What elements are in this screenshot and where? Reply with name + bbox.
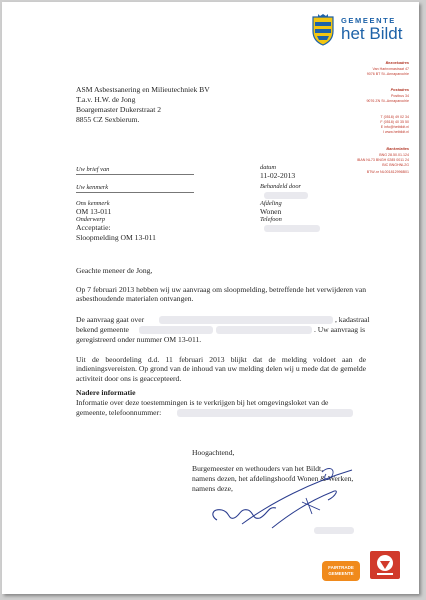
onderwerp-label: Onderwerp (76, 216, 106, 223)
behandeld-door-redacted (264, 192, 308, 199)
onderwerp-line: Sloopmelding OM 13-011 (76, 233, 156, 242)
sidebar-heading: Postadres (390, 88, 409, 92)
fairtrade-badge (322, 561, 360, 581)
address-redacted (159, 316, 333, 324)
nadere-informatie-line2: gemeente, telefoonnummer: (76, 408, 162, 417)
meta-divider (76, 192, 194, 193)
paragraph-1: Op 7 februari 2013 hebben wij uw aanvraag om sloopmelding, betreffende het verwijderen van asbesthoudende materialen ontvangen. (76, 285, 366, 304)
sidebar-line: BIC BNGHNL2G (382, 163, 409, 167)
handwritten-signature (202, 462, 402, 532)
sidebar-line: I www.hetbildt.nl (383, 130, 409, 134)
paragraph-2-line3: geregistreerd onder nummer OM 13-011. (76, 335, 202, 344)
sidebar-line: T (0518) 49 02 34 (380, 115, 409, 119)
uw-kenmerk-label: Uw kenmerk (76, 184, 109, 191)
sidebar-heading: Bankrelaties (386, 147, 409, 151)
addressee-line: ASM Asbestsanering en Milieutechniek BV (76, 85, 210, 94)
sidebar-line: BTW-nr NL001812996B01 (366, 170, 409, 174)
paragraph-2-line2-b: . Uw aanvraag is (314, 325, 366, 334)
signatory-redacted (314, 527, 354, 534)
sidebar-line: E info@hetbildt.nl (380, 125, 409, 129)
afdeling-value: Wonen (260, 207, 282, 216)
coat-of-arms-icon (310, 13, 336, 47)
addressee-line: 8855 CZ Sexbierum. (76, 115, 140, 124)
sidebar-contact (289, 115, 409, 135)
afdeling-label: Afdeling (260, 200, 282, 207)
sidebar-heading: Bezoekadres (385, 61, 409, 65)
municipality-logo (308, 10, 412, 50)
telefoon-label: Telefoon (260, 216, 282, 223)
addressee-line: T.a.v. H.W. de Jong (76, 95, 136, 104)
sidebar-bankrelaties (289, 147, 409, 175)
sidebar-postadres (289, 88, 409, 104)
datum-label: datum (260, 164, 276, 171)
addressee-block (76, 85, 210, 125)
datum-value: 11-02-2013 (260, 171, 296, 180)
uw-brief-van-label: Uw brief van (76, 166, 110, 173)
sidebar-line: 9076 ZN St.-Annaparochie (366, 99, 409, 103)
logo-line1: GEMEENTE (341, 16, 396, 25)
certification-badge (370, 551, 400, 579)
sidebar-line: IBAN NL73 BNGH 0285 0011 24 (356, 158, 409, 162)
parcel-redacted (216, 326, 312, 334)
sidebar-line: Postbus 34 (391, 94, 409, 98)
sidebar-bezoekadres (289, 61, 409, 77)
behandeld-door-label: Behandeld door (260, 183, 301, 190)
sidebar-line: 9076 BT St.-Annaparochie (366, 72, 409, 76)
phone-number-redacted (177, 409, 353, 417)
salutation: Geachte meneer de Jong, (76, 266, 153, 275)
addressee-line: Boargemaster Dukerstraat 2 (76, 105, 162, 114)
sidebar-line: F (0518) 40 35 50 (380, 120, 409, 124)
closing-line1: Burgemeester en wethouders van het Bildt, (192, 464, 324, 473)
fairtrade-label: FAIRTRADE GEMEENTE (328, 565, 354, 576)
paragraph-2-line2-a: bekend gemeente (76, 325, 129, 334)
closing-greeting: Hoogachtend, (192, 448, 235, 457)
closing-line2: namens dezen, het afdelingshoofd Wonen & Werken, (192, 474, 354, 483)
closing-line3: namens deze, (192, 484, 233, 493)
shield-emblem-icon (370, 551, 400, 579)
paragraph-2-line1-b: , kadastraal (335, 315, 370, 324)
ons-kenmerk-label: Ons kenmerk (76, 200, 110, 207)
sidebar-line: Van Harinxmastraat 47 (372, 67, 409, 71)
telefoon-redacted (264, 225, 320, 232)
paragraph-3: Uit de beoordeling d.d. 11 februari 2013 blijkt dat de melding voldoet aan de indieningsvereisten. Op grond van de inhoud van uw melding delen wij u mede dat de gemelde activiteit door ons is geaccepteerd. (76, 355, 366, 383)
ons-kenmerk-value: OM 13-011 (76, 207, 112, 216)
logo-line2: het Bildt (341, 24, 403, 43)
sidebar-line: BNG 28.50.01.124 (379, 153, 409, 157)
meta-divider (76, 174, 194, 175)
nadere-informatie-line1: Informatie over deze toestemmingen is te verkrijgen bij het omgevingsloket van de (76, 398, 329, 407)
municipality-redacted (139, 326, 213, 334)
paragraph-2-line1-a: De aanvraag gaat over (76, 315, 145, 324)
letter-page (2, 2, 419, 594)
onderwerp-line: Acceptatie: (76, 223, 111, 232)
nadere-informatie-heading: Nadere informatie (76, 388, 136, 397)
